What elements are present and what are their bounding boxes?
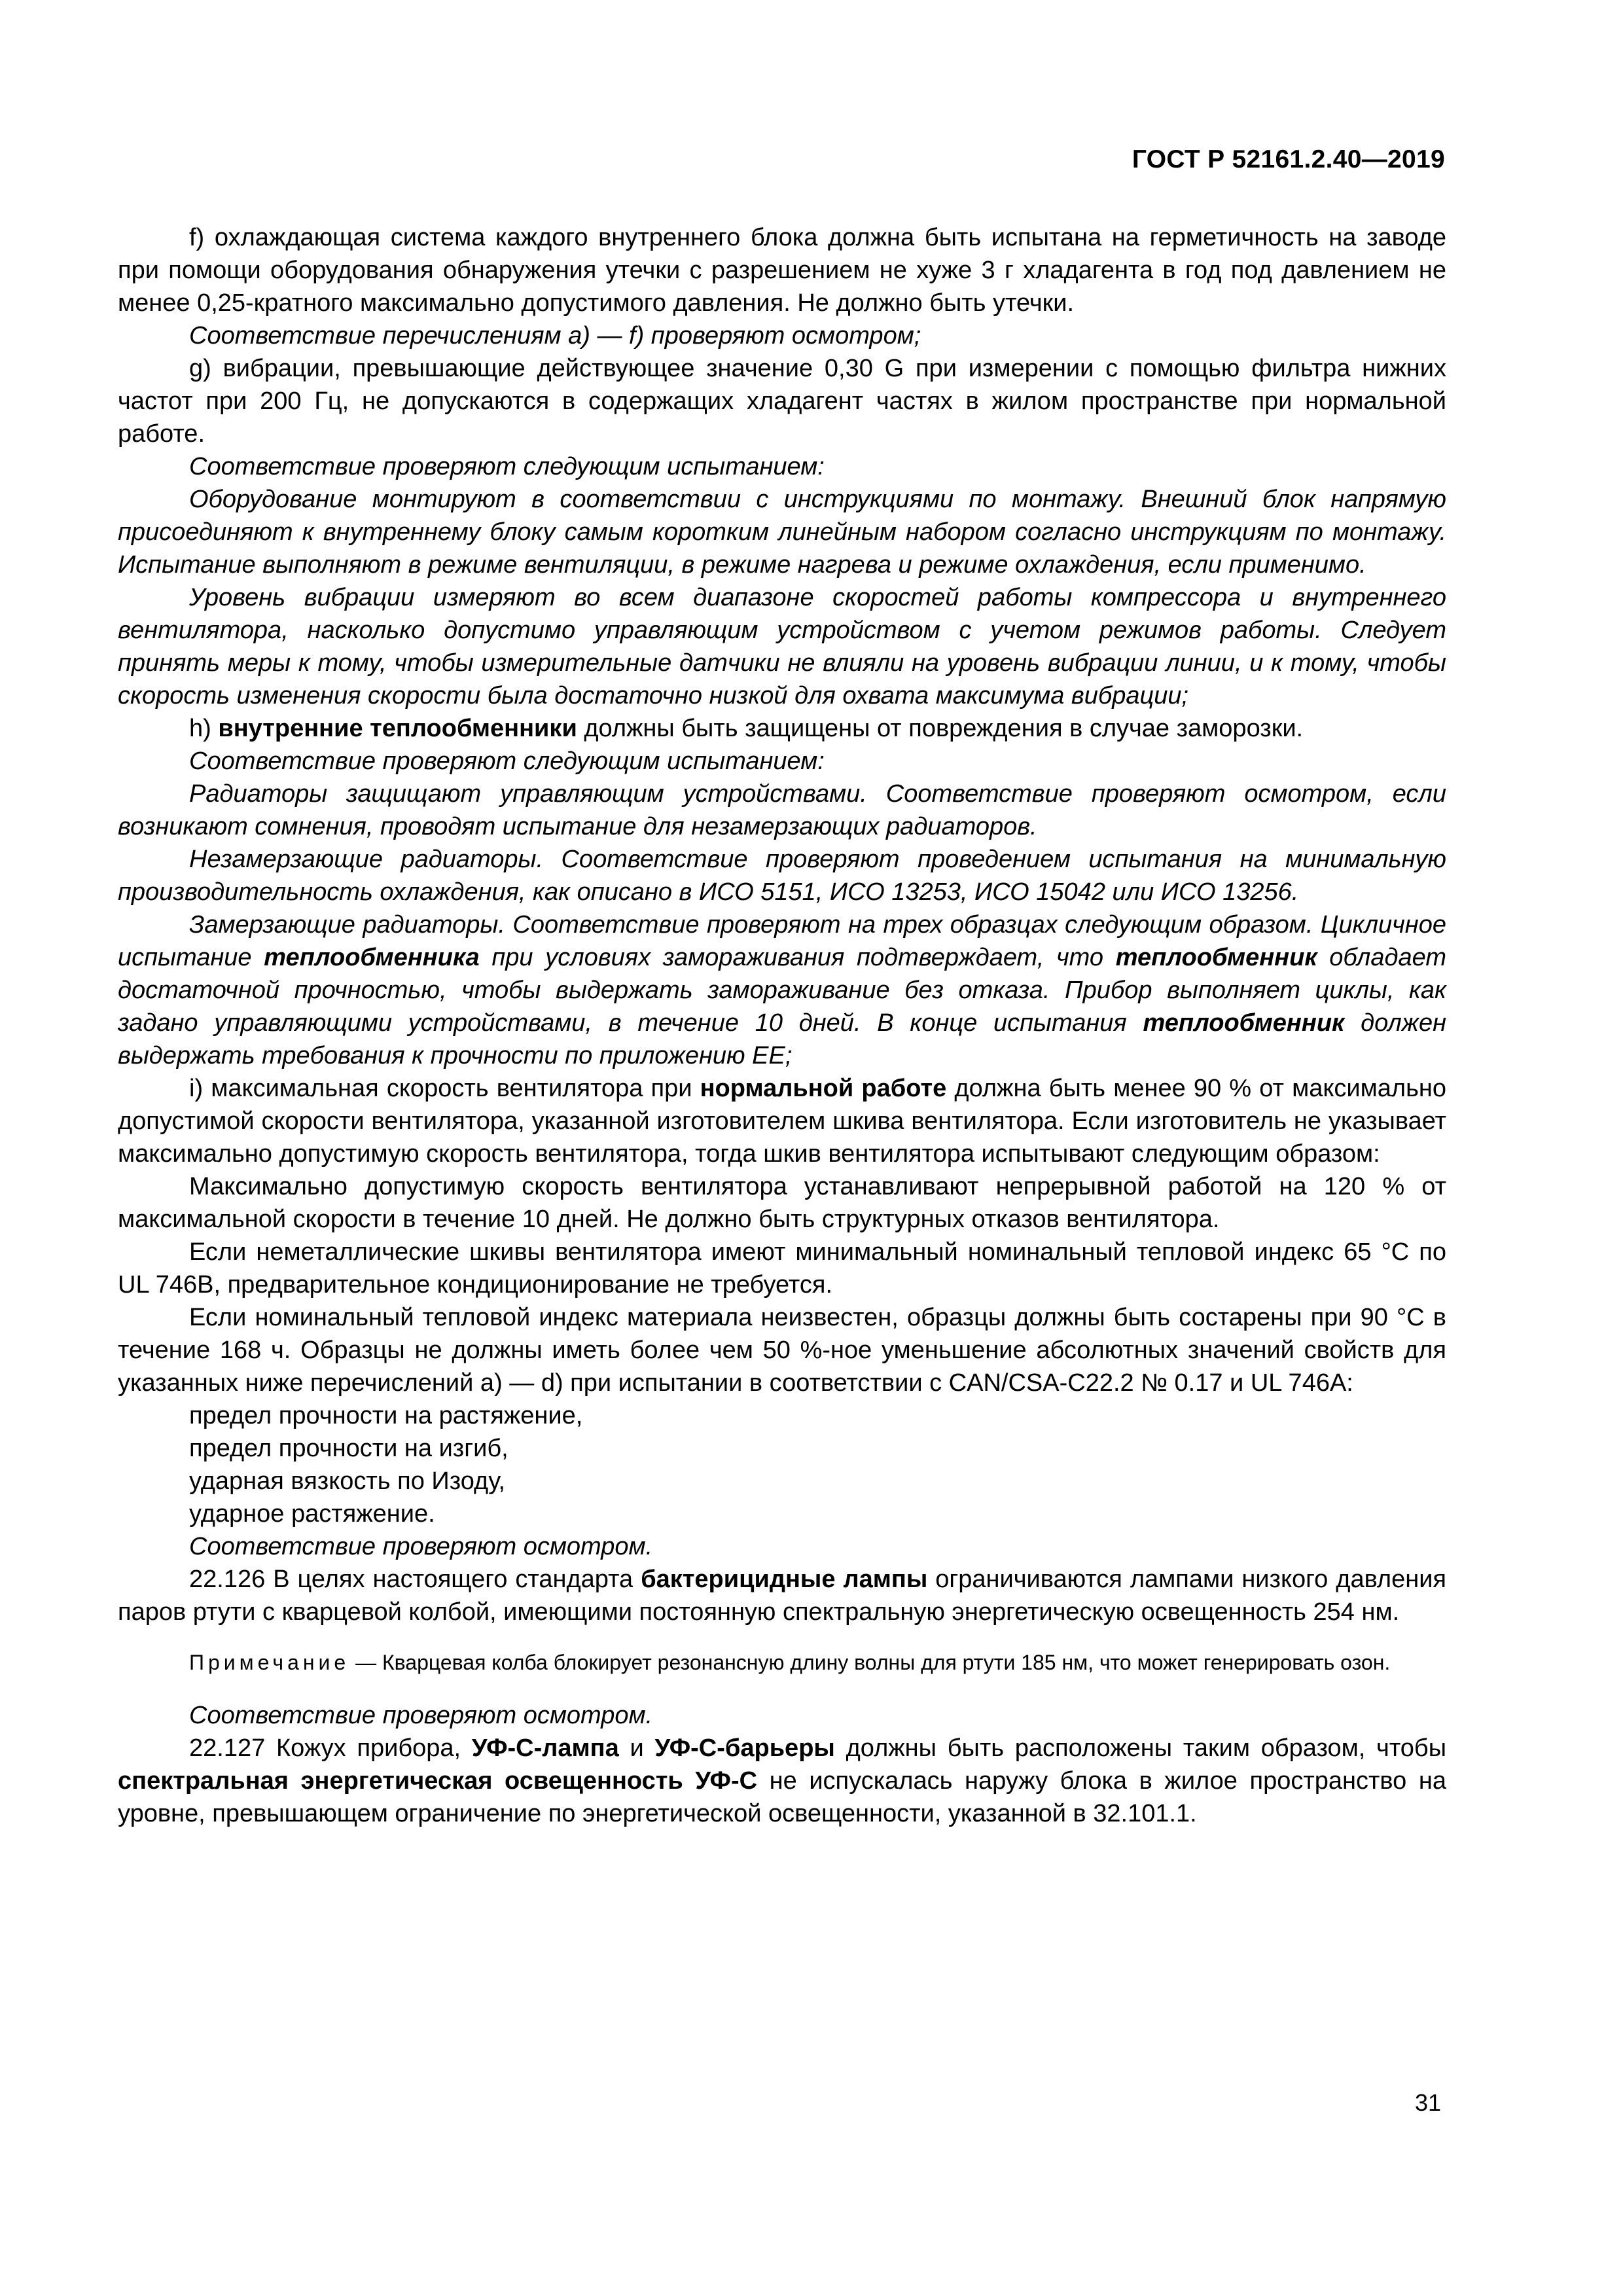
compliance-note: Соответствие проверяют осмотром. (189, 1533, 653, 1560)
test-description: Замерзающие радиаторы. Соответствие проверяют на трех образцах следующим образом. Цикличное испытание теплообменника при условиях замораживания подтверждает, что теплообменник обладает достаточной прочностью, чтобы выдержать замораживание без отказа. Прибор выполняет циклы, как задано управляющими устройствами, в течение 10 дней. В конце испытания теплообменник должен выдержать требования к прочности по приложению ЕЕ; (118, 911, 1446, 1069)
note-label: Примечание (189, 1651, 350, 1674)
defined-term: теплообменник (1143, 1009, 1345, 1037)
defined-term: нормальной работе (700, 1075, 947, 1102)
paragraph: Если неметаллические шкивы вентилятора имеют минимальный номинальный тепловой индекс 65 °С по UL 746В, предварительное кондиционирование не требуется. (118, 1238, 1446, 1299)
note (118, 1648, 1446, 1677)
clause-22-127: 22.127 Кожух прибора, УФ-С-лампа и УФ-С-барьеры должны быть расположены таким образом, чтобы спектральная энергетическая освещенность УФ-С не испускалась наружу блока в жилое пространство на уровне, превышающем ограничение по энергетической освещенности, указанной в 32.101.1. (118, 1734, 1447, 1827)
clause-h: h) внутренние теплообменники должны быть защищены от повреждения в случае заморозки. (189, 715, 1304, 742)
list-item: предел прочности на растяжение, (189, 1402, 583, 1429)
paragraph: Если номинальный тепловой индекс материала неизвестен, образцы должны быть состарены при 90 °С в течение 168 ч. Образцы не должны иметь более чем 50 %-ное уменьшение абсолютных значений свойств для указанных ниже перечислений а) — d) при испытании в соответствии с CAN/CSA-C22.2 № 0.17 и UL 746A: (118, 1304, 1446, 1397)
defined-term: УФ-С-лампа (471, 1734, 619, 1762)
clause-i: i) максимальная скорость вентилятора при нормальной работе должна быть менее 90 % от максимально допустимой скорости вентилятора, указанной изготовителем шкива вентилятора. Если изготовитель не указывает максимально допустимую скорость вентилятора, тогда шкив вентилятора испытывают следующим образом: (118, 1075, 1446, 1168)
defined-term: внутренние теплообменники (218, 715, 577, 742)
note-text: — Кварцевая колба блокирует резонансную длину волны для ртути 185 нм, что может генерировать озон. (349, 1651, 1391, 1674)
clause-22-126: 22.126 В целях настоящего стандарта бактерицидные лампы ограничиваются лампами низкого давления паров ртути с кварцевой колбой, имеющими постоянную спектральную энергетическую освещенность 254 нм. (118, 1566, 1446, 1626)
clause-f: f) охлаждающая система каждого внутреннего блока должна быть испытана на герметичность на заводе при помощи оборудования обнаружения утечки с разрешением не хуже 3 г хладагента в год под давлением не менее 0,25-кратного максимально допустимого давления. Не должно быть утечки. (118, 224, 1446, 317)
test-description: Незамерзающие радиаторы. Соответствие проверяют проведением испытания на минимальную производительность охлаждения, как описано в ИСО 5151, ИСО 13253, ИСО 15042 или ИСО 13256. (118, 846, 1446, 906)
compliance-note: Соответствие перечислениям а) — f) проверяют осмотром; (189, 322, 921, 350)
document-body (118, 221, 1446, 1830)
defined-term: УФ-С-барьеры (654, 1734, 835, 1762)
standard-designation: ГОСТ Р 52161.2.40—2019 (1132, 145, 1445, 173)
list-item: ударная вязкость по Изоду, (189, 1467, 505, 1495)
test-description: Уровень вибрации измеряют во всем диапазоне скоростей работы компрессора и внутреннего вентилятора, насколько допустимо управляющим устройством с учетом режимов работы. Следует принять меры к тому, чтобы измерительные датчики не влияли на уровень вибрации линии, и к тому, чтобы скорость изменения скорости была достаточно низкой для охвата максимума вибрации; (118, 584, 1446, 709)
test-description: Радиаторы защищают управляющим устройствами. Соответствие проверяют осмотром, если возникают сомнения, проводят испытание для незамерзающих радиаторов. (118, 780, 1446, 840)
compliance-note: Соответствие проверяют следующим испытанием: (189, 453, 825, 480)
defined-term: теплообменника (264, 944, 480, 971)
page-number: 31 (1414, 2089, 1441, 2116)
defined-term: теплообменник (1115, 944, 1317, 971)
compliance-note: Соответствие проверяют следующим испытанием: (189, 747, 825, 775)
test-description: Оборудование монтируют в соответствии с инструкциями по монтажу. Внешний блок напрямую присоединяют к внутреннему блоку самым коротким линейным набором согласно инструкциям по монтажу. Испытание выполняют в режиме вентиляции, в режиме нагрева и режиме охлаждения, если применимо. (118, 486, 1446, 579)
clause-g: g) вибрации, превышающие действующее значение 0,30 G при измерении с помощью фильтра нижних частот при 200 Гц, не допускаются в содержащих хладагент частях в жилом пространстве при нормальной работе. (118, 355, 1446, 448)
defined-term: бактерицидные лампы (641, 1566, 928, 1593)
paragraph: Максимально допустимую скорость вентилятора устанавливают непрерывной работой на 120 % от максимальной скорости в течение 10 дней. Не должно быть структурных отказов вентилятора. (118, 1173, 1446, 1233)
list-item: предел прочности на изгиб, (189, 1435, 508, 1462)
compliance-note: Соответствие проверяют осмотром. (189, 1702, 653, 1729)
list-item: ударное растяжение. (189, 1500, 435, 1528)
defined-term: спектральная энергетическая освещенность УФ-С (118, 1767, 758, 1795)
